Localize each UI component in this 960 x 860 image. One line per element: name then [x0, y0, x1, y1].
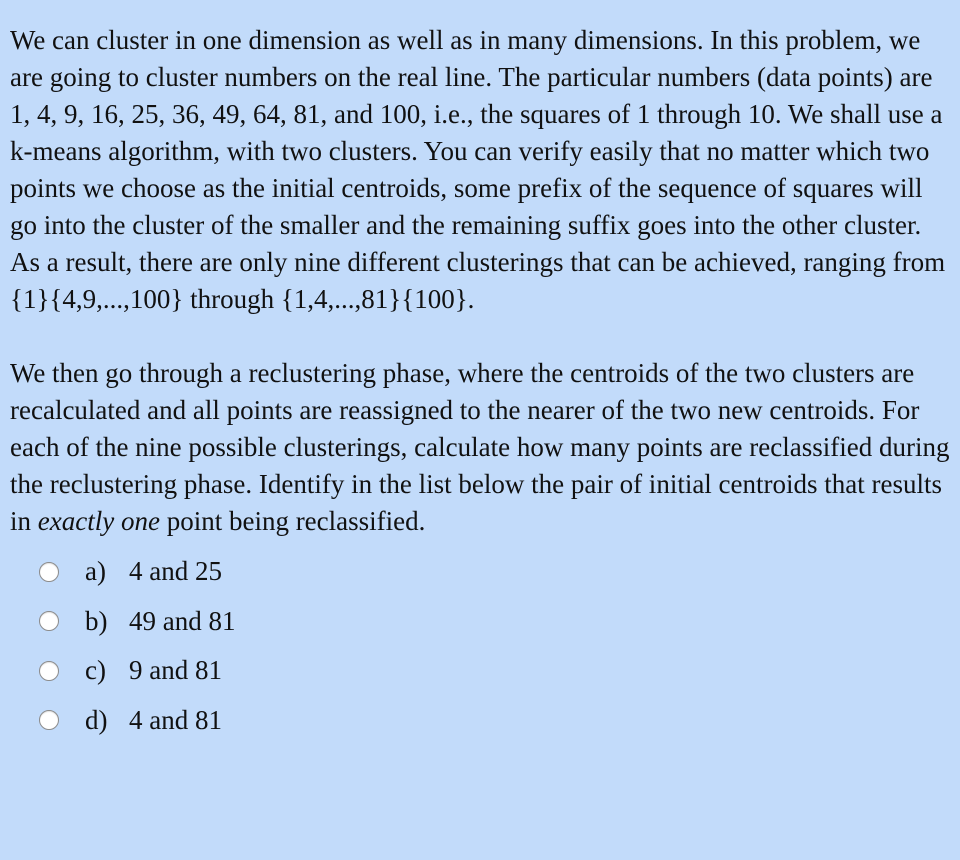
option-text: 49 and 81: [129, 605, 236, 636]
option-b[interactable]: [10, 597, 950, 647]
option-letter: a): [85, 556, 106, 587]
radio-button-a[interactable]: [39, 562, 59, 582]
option-letter: c): [85, 655, 106, 686]
radio-button-d[interactable]: [39, 710, 59, 730]
option-d[interactable]: [10, 696, 950, 746]
question-paragraph-2: [10, 355, 950, 540]
question-emphasis: exactly one: [37, 506, 160, 536]
option-text: 4 and 81: [129, 704, 222, 735]
option-c[interactable]: [10, 646, 950, 696]
option-letter: d): [85, 704, 108, 735]
radio-button-b[interactable]: [39, 611, 59, 631]
question-text-before-emphasis: We then go through a reclustering phase, where the centroids of the two clusters are recalculated and all points are reassigned to the nearer of the two new centroids. For each of the nine possible clusterings, calculate how many points are reclassified during the reclustering phase. Identify in the list below the pair of initial centroids that results in: [10, 358, 950, 536]
option-a[interactable]: [10, 547, 950, 597]
answer-options: [10, 547, 950, 745]
option-text: 4 and 25: [129, 556, 222, 587]
option-text: 9 and 81: [129, 655, 222, 686]
question-text-after-emphasis: point being reclassified.: [159, 506, 426, 536]
question-paragraph-1: We can cluster in one dimension as well as in many dimensions. In this problem, we are going to cluster numbers on the real line. The particular numbers (data points) are 1, 4, 9, 16, 25, 36, 49, 64, 81, and 100, i.e., the squares of 1 through 10. We shall use a k-means algorithm, with two clusters. You can verify easily that no matter which two points we choose as the initial centroids, some prefix of the sequence of squares will go into the cluster of the smaller and the remaining suffix goes into the other cluster. As a result, there are only nine different clusterings that can be achieved, ranging from {1}{4,9,...,100} through {1,4,...,81}{100}.: [10, 25, 946, 314]
option-letter: b): [85, 605, 108, 636]
radio-button-c[interactable]: [39, 661, 59, 681]
